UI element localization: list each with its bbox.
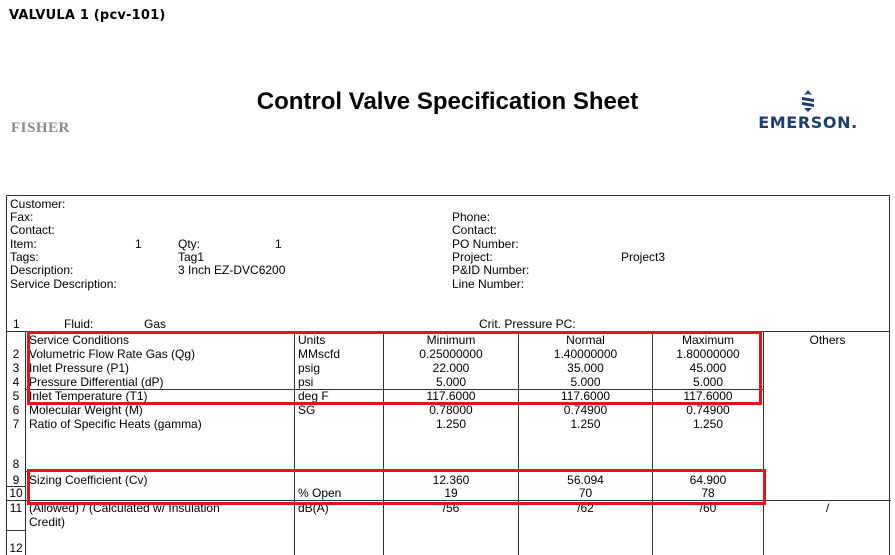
- tags-label: Tags:: [10, 250, 39, 264]
- service-conditions-table: [6, 331, 890, 555]
- emerson-logo: [756, 90, 860, 132]
- row-label: Inlet Pressure (P1): [29, 361, 130, 375]
- row-number: 7: [12, 417, 20, 431]
- po-number-label: PO Number:: [452, 237, 519, 251]
- row-minimum: 1.250: [435, 417, 467, 431]
- column-divider: [294, 332, 295, 555]
- qty-value: 1: [275, 237, 282, 251]
- column-divider: [763, 332, 764, 555]
- row-maximum: 5.000: [692, 375, 724, 389]
- emerson-logo-text: EMERSON.: [758, 113, 858, 132]
- row-maximum: 78: [701, 486, 715, 500]
- document-label: VALVULA 1 (pcv-101): [9, 8, 166, 23]
- row-label: Ratio of Specific Heats (gamma): [29, 417, 202, 431]
- row-label: Molecular Weight (M): [29, 403, 143, 417]
- row-minimum: /56: [442, 501, 460, 515]
- customer-label: Customer:: [10, 197, 66, 211]
- row-units: psig: [298, 361, 321, 375]
- header-minimum: Minimum: [426, 333, 476, 347]
- header-units: Units: [298, 333, 326, 347]
- line-number-label: Line Number:: [452, 277, 525, 291]
- row-units: dB(A): [298, 501, 329, 515]
- header-others: Others: [809, 333, 846, 347]
- row-maximum: /60: [699, 501, 717, 515]
- row-label: (Allowed) / (Calculated w/ Insulation: [29, 501, 220, 515]
- row-normal: 35.000: [567, 361, 604, 375]
- row-number: 5: [12, 389, 20, 403]
- column-divider: [25, 332, 26, 555]
- row-normal: 70: [578, 486, 593, 500]
- row-number: 10: [9, 486, 23, 500]
- row-maximum: 64.900: [689, 473, 727, 487]
- row-maximum: 0.74900: [686, 403, 730, 417]
- row-label: Volumetric Flow Rate Gas (Qg): [29, 347, 196, 361]
- emerson-logo-icon: [798, 90, 818, 112]
- fluid-value: Gas: [144, 317, 167, 331]
- row-others: /: [825, 501, 830, 515]
- header-normal: Normal: [566, 333, 605, 347]
- row-label-continued: Credit): [29, 515, 66, 529]
- row-minimum: 22.000: [432, 361, 470, 375]
- row-units: % Open: [298, 486, 342, 500]
- fluid-label: Fluid:: [64, 317, 94, 331]
- row-number: 6: [12, 403, 20, 417]
- fisher-logo-text: FISHER: [11, 120, 70, 136]
- row-label: Inlet Temperature (T1): [29, 389, 148, 403]
- row-divider: [25, 471, 763, 472]
- row-maximum: 1.250: [692, 417, 724, 431]
- pid-number-label: P&ID Number:: [452, 263, 530, 277]
- row-maximum: 117.6000: [683, 389, 733, 403]
- phone-label: Phone:: [452, 210, 491, 224]
- item-value: 1: [135, 237, 142, 251]
- qty-label: Qty:: [178, 237, 201, 251]
- header-maximum: Maximum: [681, 333, 734, 347]
- row-minimum: 0.25000000: [419, 347, 483, 361]
- tags-value: Tag1: [178, 250, 205, 264]
- row-number: 12: [9, 541, 23, 555]
- project-value: Project3: [621, 250, 666, 264]
- row-divider: [7, 530, 25, 531]
- row-number: 11: [9, 501, 23, 515]
- row-number: 2: [12, 347, 20, 361]
- row-units: SG: [298, 403, 316, 417]
- info-box: [6, 195, 890, 317]
- row-units: psi: [298, 375, 314, 389]
- row-number: 1: [13, 317, 20, 331]
- item-label: Item:: [10, 237, 37, 251]
- row-units: MMscfd: [298, 347, 340, 361]
- row-units: deg F: [298, 389, 329, 403]
- row-maximum: 45.000: [689, 361, 727, 375]
- fisher-logo: [11, 120, 70, 137]
- description-label: Description:: [10, 263, 74, 277]
- row-normal: 1.40000000: [553, 347, 618, 361]
- description-value: 3 Inch EZ-DVC6200: [178, 263, 286, 277]
- row-minimum: 0.78000: [429, 403, 473, 417]
- fax-label: Fax:: [10, 210, 34, 224]
- row-normal: 1.250: [570, 417, 601, 431]
- row-normal: 117.6000: [560, 389, 611, 403]
- contact-label: Contact:: [10, 223, 55, 237]
- crit-pressure-label: Crit. Pressure PC:: [479, 317, 576, 331]
- row-label: Pressure Differential (dP): [29, 375, 164, 389]
- page-title: Control Valve Specification Sheet: [256, 88, 639, 115]
- row-normal: /62: [577, 501, 594, 515]
- service-description-label: Service Description:: [10, 277, 117, 291]
- row-number: 9: [12, 473, 20, 487]
- row-minimum: 12.360: [432, 473, 470, 487]
- header-service-conditions: Service Conditions: [29, 333, 130, 347]
- row-maximum: 1.80000000: [676, 347, 740, 361]
- row-normal: 56.094: [567, 473, 604, 487]
- row-minimum: 117.6000: [426, 389, 476, 403]
- row-normal: 0.74900: [563, 403, 608, 417]
- row-label: Sizing Coefficient (Cv): [29, 473, 148, 487]
- project-label: Project:: [452, 250, 493, 264]
- row-number: 4: [12, 375, 20, 389]
- row-minimum: 5.000: [435, 375, 467, 389]
- contact-right-label: Contact:: [452, 223, 497, 237]
- row-number: 3: [12, 361, 20, 375]
- row-divider: [7, 486, 25, 487]
- fluid-row: [6, 317, 890, 331]
- row-minimum: 19: [444, 486, 458, 500]
- row-number: 8: [12, 457, 20, 471]
- row-normal: 5.000: [570, 375, 601, 389]
